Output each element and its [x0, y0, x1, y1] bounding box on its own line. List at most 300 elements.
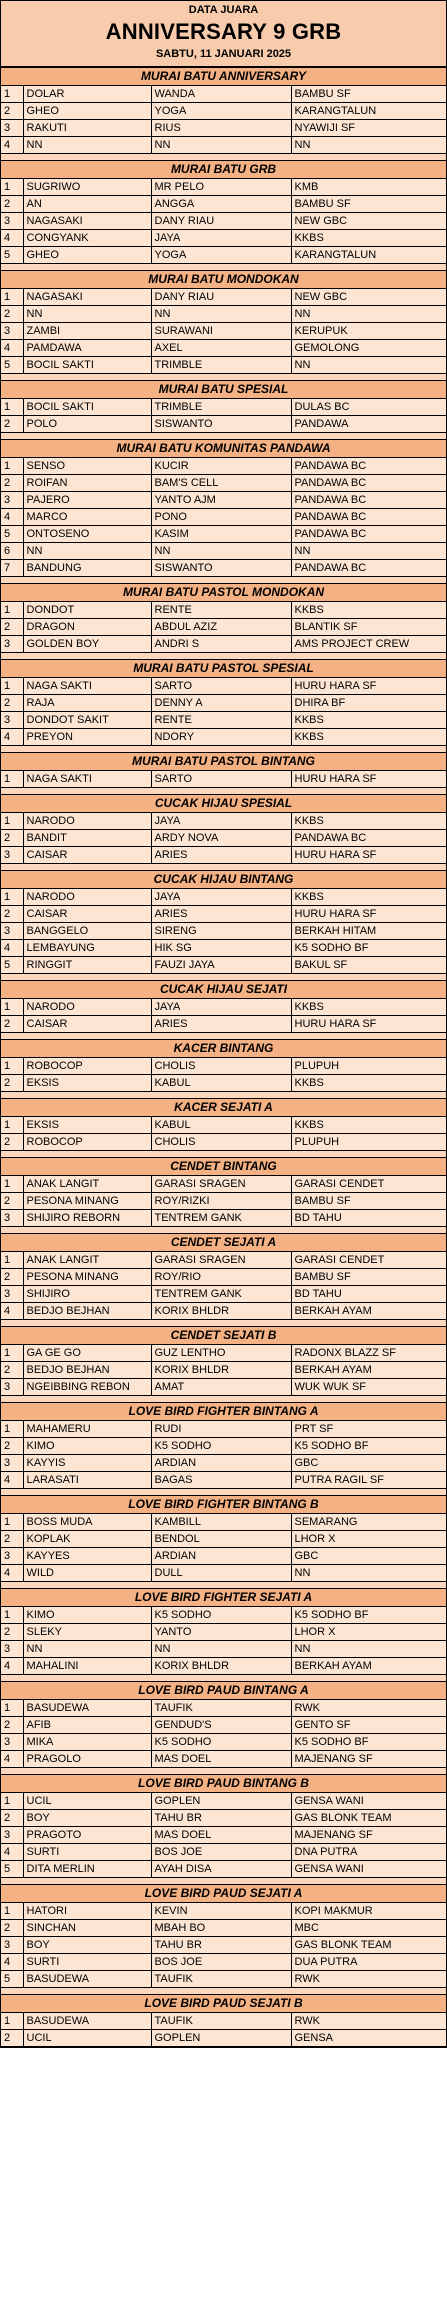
results-table — [1, 1514, 446, 1582]
owner-cell: ARIES — [151, 847, 291, 864]
table-row — [1, 399, 446, 416]
owner-cell: SARTO — [151, 771, 291, 788]
rank-cell: 1 — [1, 1058, 23, 1075]
table-row — [1, 999, 446, 1016]
results-table — [1, 1700, 446, 1768]
rank-cell: 3 — [1, 492, 23, 509]
results-table — [1, 289, 446, 374]
rank-cell: 2 — [1, 1810, 23, 1827]
table-row — [1, 1810, 446, 1827]
bird-name-cell: ANAK LANGIT — [23, 1176, 151, 1193]
results-table — [1, 2013, 446, 2047]
bird-name-cell: BASUDEWA — [23, 1971, 151, 1988]
owner-cell: MR PELO — [151, 179, 291, 196]
team-cell: NN — [291, 543, 446, 560]
results-section — [1, 980, 446, 1033]
rank-cell: 2 — [1, 1362, 23, 1379]
team-cell: PLUPUH — [291, 1134, 446, 1151]
table-row — [1, 86, 446, 103]
team-cell: BD TAHU — [291, 1210, 446, 1227]
section-title: LOVE BIRD FIGHTER SEJATI A — [1, 1588, 446, 1607]
table-row — [1, 492, 446, 509]
bird-name-cell: BASUDEWA — [23, 1700, 151, 1717]
bird-name-cell: BEDJO BEJHAN — [23, 1362, 151, 1379]
rank-cell: 2 — [1, 906, 23, 923]
team-cell: HURU HARA SF — [291, 906, 446, 923]
rank-cell: 2 — [1, 2030, 23, 2047]
results-section — [1, 160, 446, 264]
rank-cell: 1 — [1, 1700, 23, 1717]
team-cell: PANDAWA — [291, 416, 446, 433]
rank-cell: 1 — [1, 813, 23, 830]
team-cell: BERKAH AYAM — [291, 1303, 446, 1320]
table-row — [1, 196, 446, 213]
table-row — [1, 458, 446, 475]
team-cell: BERKAH AYAM — [291, 1362, 446, 1379]
event-date: SABTU, 11 JANUARI 2025 — [155, 48, 292, 60]
results-section — [1, 1681, 446, 1768]
team-cell: BAMBU SF — [291, 1193, 446, 1210]
results-section — [1, 67, 446, 154]
bird-name-cell: DRAGON — [23, 619, 151, 636]
owner-cell: DENNY A — [151, 695, 291, 712]
bird-name-cell: ROBOCOP — [23, 1134, 151, 1151]
table-row — [1, 1016, 446, 1033]
bird-name-cell: WILD — [23, 1565, 151, 1582]
table-row — [1, 1514, 446, 1531]
bird-name-cell: ROBOCOP — [23, 1058, 151, 1075]
team-cell: K5 SODHO BF — [291, 1607, 446, 1624]
rank-cell: 1 — [1, 1252, 23, 1269]
team-cell: KKBS — [291, 230, 446, 247]
bird-name-cell: DOLAR — [23, 86, 151, 103]
table-row — [1, 247, 446, 264]
bird-name-cell: PESONA MINANG — [23, 1193, 151, 1210]
table-row — [1, 1844, 446, 1861]
bird-name-cell: GHEO — [23, 103, 151, 120]
results-table — [1, 1793, 446, 1878]
owner-cell: JAYA — [151, 999, 291, 1016]
table-row — [1, 230, 446, 247]
rank-cell: 4 — [1, 1658, 23, 1675]
section-title: CUCAK HIJAU SEJATI — [1, 980, 446, 999]
bird-name-cell: BOCIL SAKTI — [23, 399, 151, 416]
team-cell: GAS BLONK TEAM — [291, 1937, 446, 1954]
table-row — [1, 1903, 446, 1920]
bird-name-cell: PAMDAWA — [23, 340, 151, 357]
rank-cell: 2 — [1, 196, 23, 213]
bird-name-cell: CAISAR — [23, 1016, 151, 1033]
team-cell: PRT SF — [291, 1421, 446, 1438]
table-row — [1, 1269, 446, 1286]
owner-cell: GENDUD'S — [151, 1717, 291, 1734]
owner-cell: KAMBILL — [151, 1514, 291, 1531]
team-cell: BERKAH AYAM — [291, 1658, 446, 1675]
bird-name-cell: NARODO — [23, 889, 151, 906]
rank-cell: 4 — [1, 940, 23, 957]
owner-cell: ARIES — [151, 1016, 291, 1033]
team-cell: SEMARANG — [291, 1514, 446, 1531]
bird-name-cell: AFIB — [23, 1717, 151, 1734]
rank-cell: 2 — [1, 1016, 23, 1033]
results-section — [1, 1326, 446, 1396]
rank-cell: 2 — [1, 1624, 23, 1641]
section-title: CUCAK HIJAU BINTANG — [1, 870, 446, 889]
team-cell: MAJENANG SF — [291, 1827, 446, 1844]
rank-cell: 2 — [1, 1438, 23, 1455]
team-cell: KARANGTALUN — [291, 103, 446, 120]
team-cell: DNA PUTRA — [291, 1844, 446, 1861]
bird-name-cell: SHIJIRO REBORN — [23, 1210, 151, 1227]
bird-name-cell: RAJA — [23, 695, 151, 712]
owner-cell: K5 SODHO — [151, 1607, 291, 1624]
table-row — [1, 357, 446, 374]
table-row — [1, 1734, 446, 1751]
results-table — [1, 179, 446, 264]
table-row — [1, 636, 446, 653]
team-cell: BD TAHU — [291, 1286, 446, 1303]
bird-name-cell: PRAGOTO — [23, 1827, 151, 1844]
section-title: MURAI BATU GRB — [1, 160, 446, 179]
owner-cell: GARASI SRAGEN — [151, 1252, 291, 1269]
rank-cell: 3 — [1, 213, 23, 230]
table-row — [1, 2030, 446, 2047]
results-section — [1, 583, 446, 653]
results-table — [1, 1252, 446, 1320]
team-cell: NN — [291, 1565, 446, 1582]
owner-cell: KABUL — [151, 1117, 291, 1134]
rank-cell: 3 — [1, 1827, 23, 1844]
bird-name-cell: CONGYANK — [23, 230, 151, 247]
bird-name-cell: SLEKY — [23, 1624, 151, 1641]
owner-cell: JAYA — [151, 889, 291, 906]
page-title: ANNIVERSARY 9 GRB — [105, 19, 342, 44]
bird-name-cell: NARODO — [23, 999, 151, 1016]
team-cell: WUK WUK SF — [291, 1379, 446, 1396]
rank-cell: 1 — [1, 889, 23, 906]
team-cell: GEMOLONG — [291, 340, 446, 357]
table-row — [1, 1058, 446, 1075]
table-row — [1, 1751, 446, 1768]
bird-name-cell: ZAMBI — [23, 323, 151, 340]
owner-cell: ROY/RIO — [151, 1269, 291, 1286]
table-row — [1, 340, 446, 357]
results-table — [1, 1176, 446, 1227]
owner-cell: FAUZI JAYA — [151, 957, 291, 974]
owner-cell: KEVIN — [151, 1903, 291, 1920]
owner-cell: TAUFIK — [151, 1700, 291, 1717]
team-cell: NEW GBC — [291, 289, 446, 306]
bird-name-cell: NARODO — [23, 813, 151, 830]
results-table — [1, 1345, 446, 1396]
table-row — [1, 712, 446, 729]
team-cell: PANDAWA BC — [291, 458, 446, 475]
owner-cell: ARDIAN — [151, 1548, 291, 1565]
team-cell: BLANTIK SF — [291, 619, 446, 636]
results-section — [1, 439, 446, 577]
table-row — [1, 1954, 446, 1971]
bird-name-cell: UCIL — [23, 2030, 151, 2047]
table-row — [1, 1345, 446, 1362]
owner-cell: BENDOL — [151, 1531, 291, 1548]
bird-name-cell: EKSIS — [23, 1075, 151, 1092]
bird-name-cell: NAGA SAKTI — [23, 678, 151, 695]
results-section — [1, 1098, 446, 1151]
owner-cell: KORIX BHLDR — [151, 1658, 291, 1675]
bird-name-cell: NAGASAKI — [23, 213, 151, 230]
table-row — [1, 1455, 446, 1472]
results-section — [1, 659, 446, 746]
rank-cell: 2 — [1, 1269, 23, 1286]
table-row — [1, 1193, 446, 1210]
owner-cell: TENTREM GANK — [151, 1210, 291, 1227]
rank-cell: 3 — [1, 1210, 23, 1227]
table-row — [1, 957, 446, 974]
rank-cell: 4 — [1, 1954, 23, 1971]
results-table — [1, 1058, 446, 1092]
owner-cell: PONO — [151, 509, 291, 526]
owner-cell: CHOLIS — [151, 1058, 291, 1075]
results-table — [1, 602, 446, 653]
bird-name-cell: ROIFAN — [23, 475, 151, 492]
table-row — [1, 509, 446, 526]
owner-cell: NN — [151, 306, 291, 323]
rank-cell: 3 — [1, 120, 23, 137]
results-table — [1, 1421, 446, 1489]
table-row — [1, 1607, 446, 1624]
owner-cell: MBAH BO — [151, 1920, 291, 1937]
bird-name-cell: KIMO — [23, 1438, 151, 1455]
owner-cell: TRIMBLE — [151, 399, 291, 416]
table-row — [1, 1861, 446, 1878]
team-cell: GARASI CENDET — [291, 1252, 446, 1269]
results-section — [1, 1774, 446, 1878]
rank-cell: 2 — [1, 695, 23, 712]
table-row — [1, 1438, 446, 1455]
owner-cell: AXEL — [151, 340, 291, 357]
table-row — [1, 1531, 446, 1548]
team-cell: GARASI CENDET — [291, 1176, 446, 1193]
bird-name-cell: MAHALINI — [23, 1658, 151, 1675]
sections-list — [1, 67, 446, 2047]
team-cell: LHOR X — [291, 1531, 446, 1548]
team-cell: DHIRA BF — [291, 695, 446, 712]
results-table — [1, 813, 446, 864]
owner-cell: YANTO — [151, 1624, 291, 1641]
bird-name-cell: PAJERO — [23, 492, 151, 509]
rank-cell: 3 — [1, 712, 23, 729]
team-cell: NN — [291, 137, 446, 154]
table-row — [1, 1303, 446, 1320]
results-table — [1, 458, 446, 577]
team-cell: NN — [291, 357, 446, 374]
team-cell: GBC — [291, 1548, 446, 1565]
team-cell: K5 SODHO BF — [291, 1438, 446, 1455]
bird-name-cell: SHIJIRO — [23, 1286, 151, 1303]
table-row — [1, 619, 446, 636]
bird-name-cell: MIKA — [23, 1734, 151, 1751]
team-cell: PANDAWA BC — [291, 492, 446, 509]
team-cell: NN — [291, 1641, 446, 1658]
bird-name-cell: DONDOT SAKIT — [23, 712, 151, 729]
results-section — [1, 1157, 446, 1227]
bird-name-cell: PESONA MINANG — [23, 1269, 151, 1286]
table-row — [1, 602, 446, 619]
owner-cell: JAYA — [151, 813, 291, 830]
results-section — [1, 270, 446, 374]
owner-cell: CHOLIS — [151, 1134, 291, 1151]
table-row — [1, 678, 446, 695]
owner-cell: BAM'S CELL — [151, 475, 291, 492]
rank-cell: 4 — [1, 1844, 23, 1861]
bird-name-cell: LEMBAYUNG — [23, 940, 151, 957]
table-row — [1, 1117, 446, 1134]
table-row — [1, 1286, 446, 1303]
section-title: MURAI BATU PASTOL SPESIAL — [1, 659, 446, 678]
table-row — [1, 1210, 446, 1227]
bird-name-cell: PRAGOLO — [23, 1751, 151, 1768]
results-table — [1, 1117, 446, 1151]
table-row — [1, 1565, 446, 1582]
team-cell: HURU HARA SF — [291, 771, 446, 788]
team-cell: KOPI MAKMUR — [291, 1903, 446, 1920]
rank-cell: 4 — [1, 230, 23, 247]
owner-cell: RIUS — [151, 120, 291, 137]
rank-cell: 1 — [1, 771, 23, 788]
rank-cell: 1 — [1, 602, 23, 619]
table-row — [1, 289, 446, 306]
results-table — [1, 999, 446, 1033]
owner-cell: SIRENG — [151, 923, 291, 940]
table-row — [1, 771, 446, 788]
team-cell: GBC — [291, 1455, 446, 1472]
table-row — [1, 543, 446, 560]
team-cell: GENSA WANI — [291, 1793, 446, 1810]
table-row — [1, 475, 446, 492]
bird-name-cell: PREYON — [23, 729, 151, 746]
rank-cell: 1 — [1, 678, 23, 695]
rank-cell: 2 — [1, 1920, 23, 1937]
results-table — [1, 889, 446, 974]
owner-cell: TENTREM GANK — [151, 1286, 291, 1303]
rank-cell: 3 — [1, 1286, 23, 1303]
rank-cell: 2 — [1, 1531, 23, 1548]
table-row — [1, 1793, 446, 1810]
bird-name-cell: ANAK LANGIT — [23, 1252, 151, 1269]
rank-cell: 3 — [1, 847, 23, 864]
rank-cell: 4 — [1, 137, 23, 154]
rank-cell: 4 — [1, 340, 23, 357]
table-row — [1, 2013, 446, 2030]
rank-cell: 1 — [1, 1793, 23, 1810]
results-table — [1, 771, 446, 788]
table-row — [1, 889, 446, 906]
owner-cell: ANDRI S — [151, 636, 291, 653]
bird-name-cell: BEDJO BEJHAN — [23, 1303, 151, 1320]
table-row — [1, 323, 446, 340]
owner-cell: SURAWANI — [151, 323, 291, 340]
rank-cell: 1 — [1, 289, 23, 306]
rank-cell: 1 — [1, 2013, 23, 2030]
owner-cell: DANY RIAU — [151, 289, 291, 306]
bird-name-cell: SURTI — [23, 1844, 151, 1861]
table-row — [1, 940, 446, 957]
team-cell: PANDAWA BC — [291, 509, 446, 526]
table-row — [1, 1362, 446, 1379]
bird-name-cell: GHEO — [23, 247, 151, 264]
rank-cell: 1 — [1, 999, 23, 1016]
bird-name-cell: NGEIBBING REBON — [23, 1379, 151, 1396]
section-title: LOVE BIRD FIGHTER BINTANG B — [1, 1495, 446, 1514]
bird-name-cell: LARASATI — [23, 1472, 151, 1489]
team-cell: MAJENANG SF — [291, 1751, 446, 1768]
owner-cell: KASIM — [151, 526, 291, 543]
rank-cell: 3 — [1, 923, 23, 940]
bird-name-cell: KAYYES — [23, 1548, 151, 1565]
bird-name-cell: CAISAR — [23, 847, 151, 864]
rank-cell: 2 — [1, 1134, 23, 1151]
bird-name-cell: BOCIL SAKTI — [23, 357, 151, 374]
bird-name-cell: NAGA SAKTI — [23, 771, 151, 788]
section-title: MURAI BATU PASTOL BINTANG — [1, 752, 446, 771]
table-row — [1, 1700, 446, 1717]
team-cell: BAMBU SF — [291, 1269, 446, 1286]
owner-cell: RENTE — [151, 602, 291, 619]
owner-cell: MAS DOEL — [151, 1827, 291, 1844]
team-cell: GENSA — [291, 2030, 446, 2047]
team-cell: NN — [291, 306, 446, 323]
team-cell: PANDAWA BC — [291, 475, 446, 492]
bird-name-cell: AN — [23, 196, 151, 213]
rank-cell: 1 — [1, 1345, 23, 1362]
results-table — [1, 1903, 446, 1988]
results-table — [1, 86, 446, 154]
team-cell: DUA PUTRA — [291, 1954, 446, 1971]
rank-cell: 1 — [1, 1176, 23, 1193]
owner-cell: ABDUL AZIZ — [151, 619, 291, 636]
table-row — [1, 813, 446, 830]
rank-cell: 1 — [1, 1117, 23, 1134]
team-cell: GENTO SF — [291, 1717, 446, 1734]
rank-cell: 4 — [1, 1565, 23, 1582]
owner-cell: KORIX BHLDR — [151, 1362, 291, 1379]
bird-name-cell: NAGASAKI — [23, 289, 151, 306]
table-row — [1, 416, 446, 433]
owner-cell: ANGGA — [151, 196, 291, 213]
section-title: LOVE BIRD PAUD BINTANG B — [1, 1774, 446, 1793]
bird-name-cell: KAYYIS — [23, 1455, 151, 1472]
team-cell: NYAWIJI SF — [291, 120, 446, 137]
owner-cell: TAUFIK — [151, 1971, 291, 1988]
rank-cell: 3 — [1, 636, 23, 653]
bird-name-cell: EKSIS — [23, 1117, 151, 1134]
table-row — [1, 1717, 446, 1734]
rank-cell: 3 — [1, 1455, 23, 1472]
results-section — [1, 794, 446, 864]
owner-cell: ROY/RIZKI — [151, 1193, 291, 1210]
bird-name-cell: POLO — [23, 416, 151, 433]
team-cell: LHOR X — [291, 1624, 446, 1641]
team-cell: KKBS — [291, 602, 446, 619]
section-title: LOVE BIRD FIGHTER BINTANG A — [1, 1402, 446, 1421]
table-row — [1, 1971, 446, 1988]
table-row — [1, 1421, 446, 1438]
results-section — [1, 1884, 446, 1988]
section-title: KACER SEJATI A — [1, 1098, 446, 1117]
rank-cell: 3 — [1, 323, 23, 340]
owner-cell: BAGAS — [151, 1472, 291, 1489]
table-row — [1, 1641, 446, 1658]
